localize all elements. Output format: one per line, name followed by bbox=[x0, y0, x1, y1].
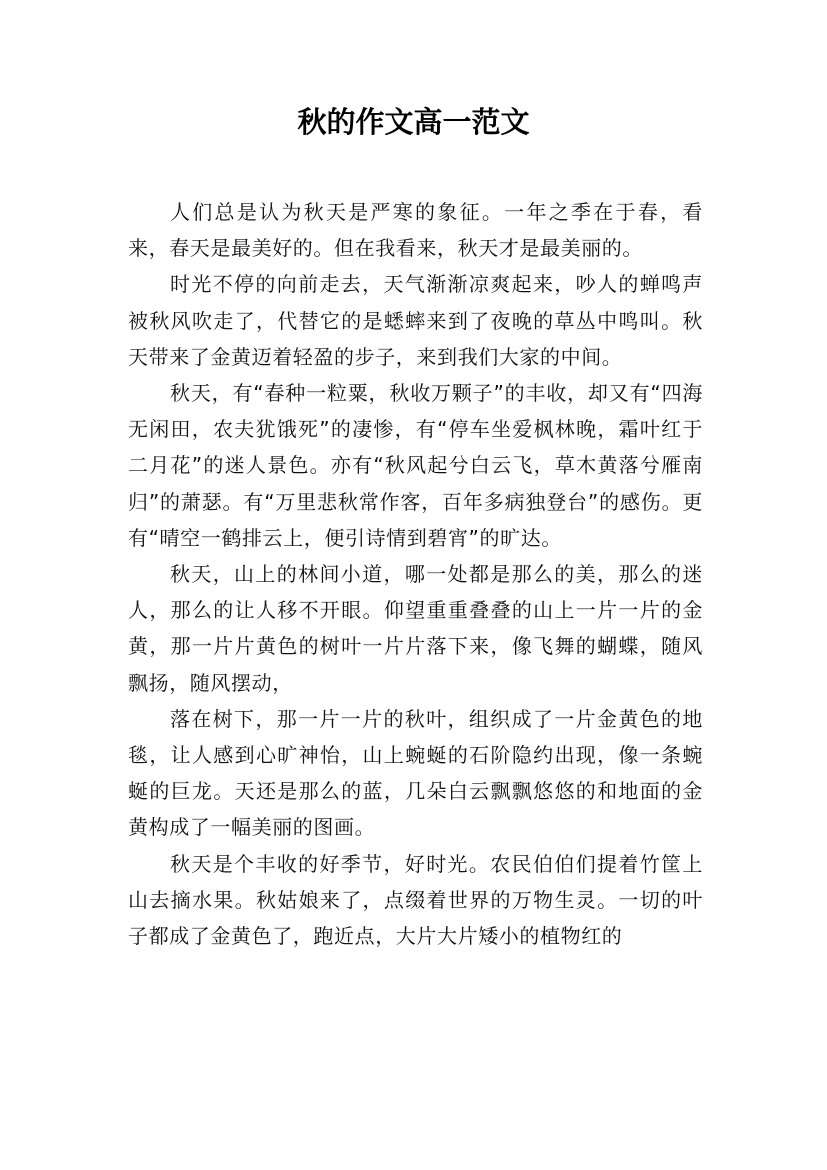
paragraph: 时光不停的向前走去，天气渐渐凉爽起来，吵人的蝉鸣声被秋风吹走了，代替它的是蟋蟀来到了夜晚的草丛中鸣叫。秋天带来了金黄迈着轻盈的步子，来到我们大家的中间。 bbox=[128, 272, 703, 369]
paragraph: 秋天是个丰收的好季节，好时光。农民伯伯们提着竹筐上山去摘水果。秋姑娘来了，点缀着世界的万物生灵。一切的叶子都成了金黄色了，跑近点，大片大片矮小的植物红的 bbox=[128, 851, 703, 949]
paragraph: 秋天，有“春种一粒粟，秋收万颗子”的丰收，却又有“四海无闲田，农夫犹饿死”的凄惨，有“停车坐爱枫林晚，霜叶红于二月花”的迷人景色。亦有“秋风起兮白云飞，草木黄落兮雁南归”的萧瑟。有“万里悲秋常作客，百年多病独登台”的感伤。更有“晴空一鹤排云上，便引诗情到碧宵”的旷达。 bbox=[128, 381, 703, 550]
paragraph: 秋天，山上的林间小道，哪一处都是那么的美，那么的迷人，那么的让人移不开眼。仰望重重叠叠的山上一片一片的金黄，那一片片黄色的树叶一片片落下来，像飞舞的蝴蝶，随风飘扬，随风摆动， bbox=[128, 562, 703, 695]
paragraph: 人们总是认为秋天是严寒的象征。一年之季在于春，看来，春天是最美好的。但在我看来，秋天才是最美丽的。 bbox=[128, 200, 703, 261]
document-body bbox=[128, 194, 703, 954]
document-title: 秋的作文高一范文 bbox=[297, 105, 530, 139]
paragraph: 落在树下，那一片一片的秋叶，组织成了一片金黄色的地毯，让人感到心旷神怡，山上蜿蜒的石阶隐约出现，像一条蜿蜒的巨龙。天还是那么的蓝，几朵白云飘飘悠悠的和地面的金黄构成了一幅美丽的图画。 bbox=[128, 706, 703, 840]
